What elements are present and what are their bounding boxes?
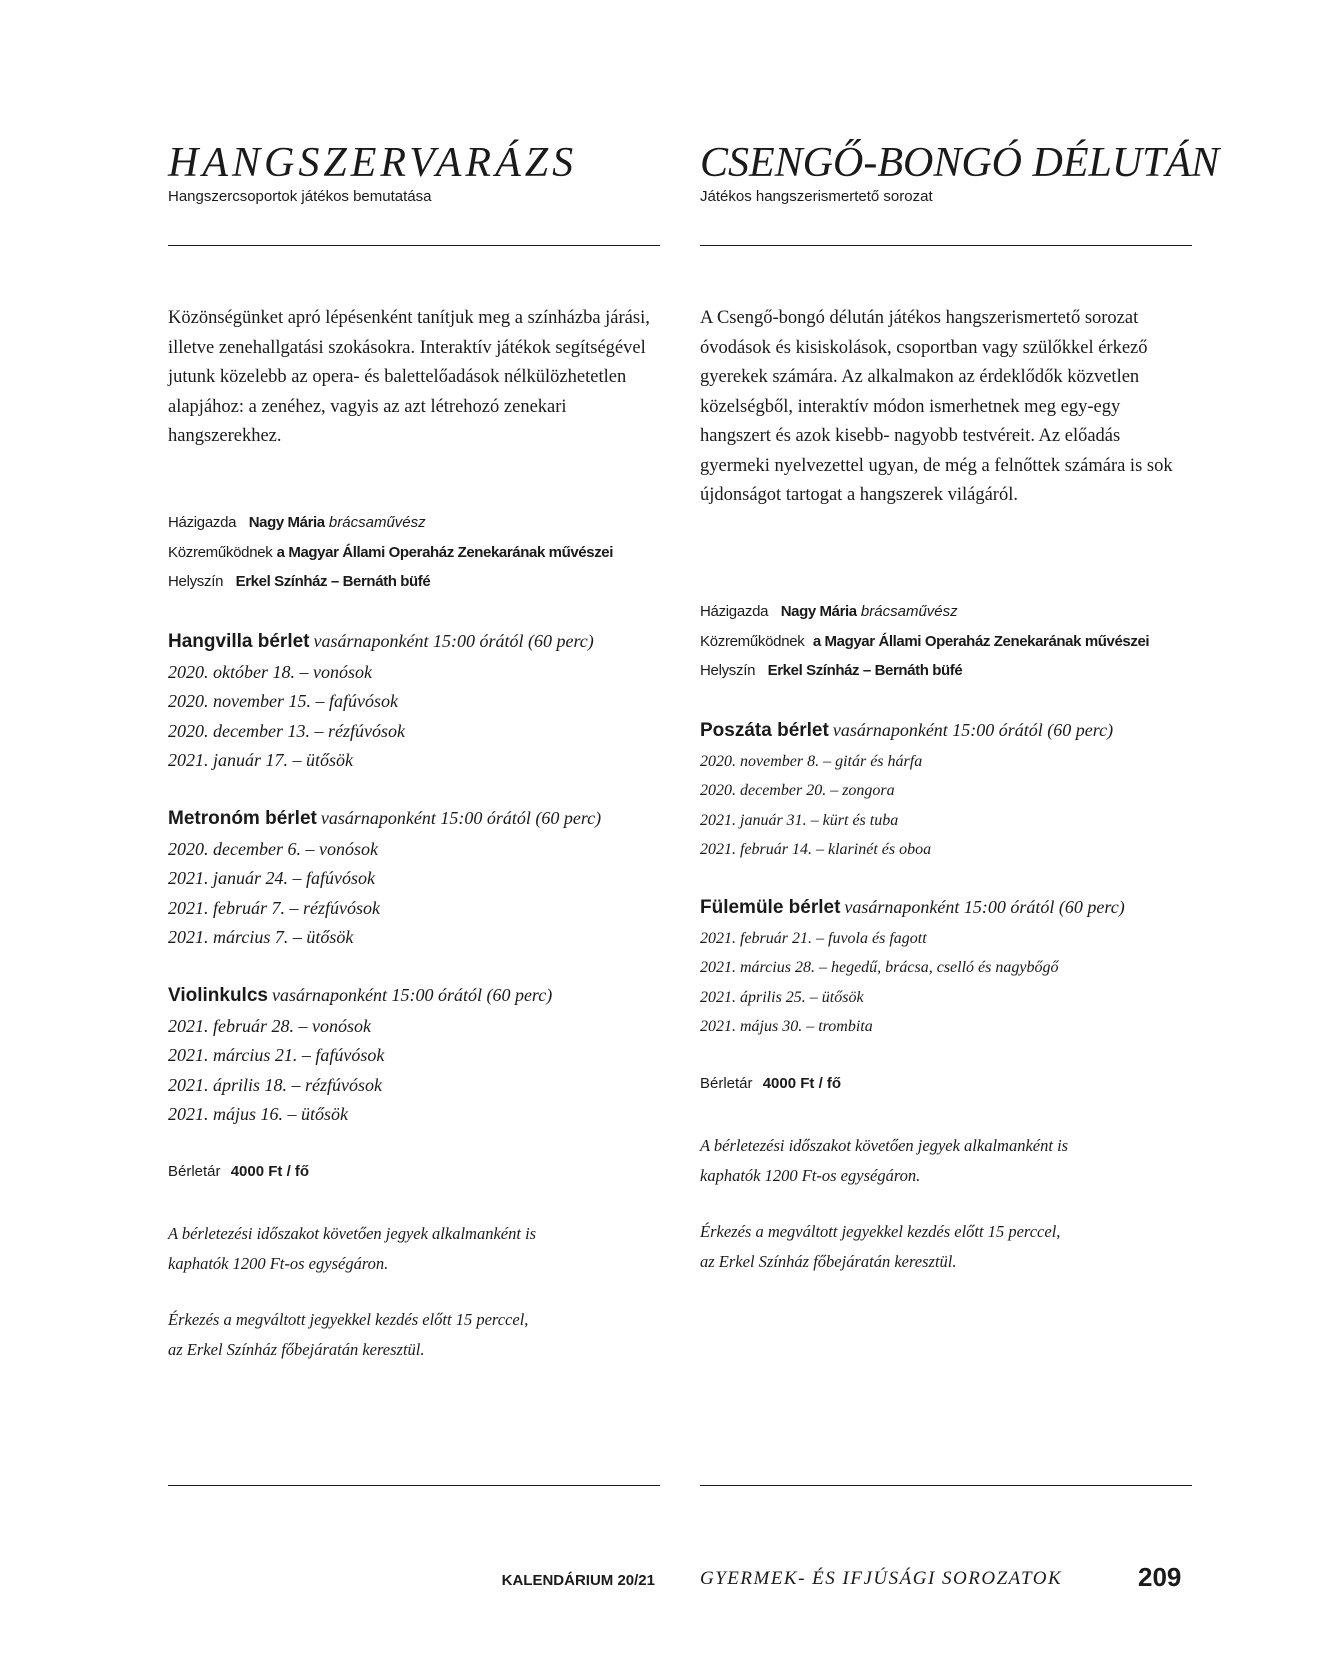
series-date: 2021. április 18. – rézfúvósok [168, 1074, 382, 1095]
left-performers-row [168, 538, 613, 568]
right-host-row [700, 597, 1149, 627]
right-arrival-note [700, 1217, 1192, 1277]
series-date: 2021. március 28. – hegedű, brácsa, cselló és nagybőgő [700, 959, 1059, 976]
price-value: 4000 Ft / fő [230, 1163, 310, 1180]
right-venue-row [700, 656, 1149, 686]
right-subtitle: Játékos hangszerismertető sorozat [700, 188, 933, 205]
series-schedule: vasárnaponként 15:00 órától (60 perc) [832, 720, 1114, 740]
host-name: Nagy Mária [780, 603, 857, 620]
venue-label: Helyszín [168, 573, 224, 590]
performers-label: Közreműködnek [168, 543, 273, 561]
series-name: Hangvilla bérlet [168, 631, 310, 652]
left-subtitle: Hangszercsoportok játékos bemutatása [168, 188, 432, 205]
series-date: 2021. március 21. – fafúvósok [168, 1045, 385, 1065]
left-bottom-rule [168, 1485, 660, 1486]
right-top-rule [700, 245, 1192, 246]
right-price [700, 1075, 841, 1092]
host-role: brácsaművész [328, 514, 426, 531]
series-date: 2020. december 20. – zongora [700, 782, 895, 799]
series-date: 2020. október 18. – vonósok [168, 661, 372, 682]
series-date: 2021. február 14. – klarinét és oboa [700, 841, 932, 858]
left-ticket-note [168, 1219, 660, 1279]
series-date: 2021. február 7. – rézfúvósok [168, 897, 380, 918]
note-line: Érkezés a megváltott jegyekkel kezdés előtt 15 perccel, [168, 1310, 529, 1329]
host-label: Házigazda [700, 603, 769, 620]
note-line: Érkezés a megváltott jegyekkel kezdés előtt 15 perccel, [700, 1222, 1061, 1241]
right-credits [700, 597, 1149, 686]
series-name: Violinkulcs [168, 985, 268, 1006]
series-date: 2021. február 21. – fuvola és fagott [700, 929, 927, 947]
series-schedule: vasárnaponként 15:00 órától (60 perc) [271, 985, 553, 1005]
series-date: 2021. január 24. – fafúvósok [168, 868, 375, 888]
left-host-row [168, 508, 613, 538]
note-line: A bérletezési időszakot követően jegyek alkalmanként is [700, 1136, 1069, 1155]
right-title: CSENGŐ-BONGÓ DÉLUTÁN [700, 140, 1220, 186]
footer-section: GYERMEK- ÉS IFJÚSÁGI SOROZATOK [700, 1568, 1063, 1589]
left-arrival-note [168, 1305, 660, 1365]
price-label: Bérletár [168, 1163, 221, 1180]
series-date: 2020. november 8. – gitár és hárfa [700, 752, 923, 770]
series-date: 2021. január 31. – kürt és tuba [700, 811, 899, 829]
note-line: A bérletezési időszakot követően jegyek alkalmanként is [168, 1224, 537, 1243]
series-schedule: vasárnaponként 15:00 órától (60 perc) [844, 897, 1125, 917]
note-line: kaphatók 1200 Ft-os egységáron. [168, 1254, 389, 1273]
series-header [168, 627, 668, 658]
venue-value: Erkel Színház – Bernáth büfé [235, 573, 431, 590]
series-violinkulcs [168, 981, 668, 1130]
price-value: 4000 Ft / fő [762, 1075, 842, 1092]
series-date: 2021. május 16. – ütősök [168, 1104, 348, 1124]
series-header [700, 893, 1200, 924]
note-line: az Erkel Színház főbejáratán keresztül. [700, 1252, 957, 1271]
series-date: 2021. február 28. – vonósok [168, 1015, 371, 1036]
right-bottom-rule [700, 1485, 1192, 1486]
series-name: Poszáta bérlet [700, 720, 829, 741]
note-line: az Erkel Színház főbejáratán keresztül. [168, 1340, 425, 1359]
series-hangvilla [168, 627, 668, 776]
series-date: 2021. április 25. – ütősök [700, 988, 864, 1006]
series-schedule: vasárnaponként 15:00 órától (60 perc) [320, 808, 602, 828]
series-header [700, 716, 1200, 747]
right-description-text: A Csengő-bongó délután játékos hangszerismertető sorozat óvodások és kisiskolások, csoportban vagy szülőkkel érkező gyerekek számára. Az alkalmakon az érdeklődők közvetlen közelségből, interaktív módon ismerhetnek meg egy-egy hangszert és azok kisebb- nagyobb testvéreit. Az előadás gyermeki nyelvezettel ugyan, de még a felnőttek számára is sok újdonságot tartogat a hangszerek világáról. [700, 308, 1173, 505]
performers-label: Közreműködnek [700, 632, 805, 650]
venue-value: Erkel Színház – Bernáth büfé [767, 662, 963, 679]
left-title: HANGSZERVARÁZS [168, 140, 578, 186]
venue-label: Helyszín [700, 662, 756, 679]
left-venue-row [168, 567, 613, 597]
series-metronom [168, 804, 668, 953]
series-name: Metronóm bérlet [168, 808, 317, 829]
left-price [168, 1163, 309, 1180]
left-description [168, 304, 660, 452]
footer-publication: KALENDÁRIUM 20/21 [501, 1572, 655, 1589]
series-date: 2021. január 17. – ütősök [168, 750, 354, 770]
series-schedule: vasárnaponként 15:00 órától (60 perc) [313, 631, 594, 651]
series-date: 2020. december 6. – vonósok [168, 838, 378, 859]
price-label: Bérletár [700, 1075, 753, 1092]
series-header [168, 981, 668, 1012]
left-top-rule [168, 245, 660, 246]
series-date: 2021. május 30. – trombita [700, 1018, 873, 1035]
series-poszata [700, 716, 1200, 865]
right-description [700, 304, 1192, 511]
performers-value: a Magyar Állami Operaház Zenekarának művészei [276, 543, 614, 561]
series-header [168, 804, 668, 835]
right-ticket-note [700, 1131, 1192, 1191]
host-name: Nagy Mária [248, 514, 325, 531]
series-name: Fülemüle bérlet [700, 897, 841, 918]
right-performers-row [700, 627, 1149, 657]
host-role: brácsaművész [860, 603, 958, 620]
series-date: 2021. március 7. – ütősök [168, 927, 354, 947]
left-description-text: Közönségünket apró lépésenként tanítjuk meg a színházba járási, illetve zenehallgatási szokásokra. Interaktív játékok segítségével jutunk közelebb az opera- és balettelőadások nélkülözhetetlen alapjához: a zenéhez, vagyis az azt létrehozó zenekari hangszerekhez. [168, 308, 650, 446]
series-fulemule [700, 893, 1200, 1042]
performers-value: a Magyar Állami Operaház Zenekarának művészei [812, 632, 1150, 650]
note-line: kaphatók 1200 Ft-os egységáron. [700, 1166, 921, 1185]
host-label: Házigazda [168, 514, 237, 531]
series-date: 2020. december 13. – rézfúvósok [168, 720, 405, 741]
page-number: 209 [1138, 1562, 1182, 1592]
left-credits [168, 508, 613, 597]
series-date: 2020. november 15. – fafúvósok [168, 691, 398, 711]
